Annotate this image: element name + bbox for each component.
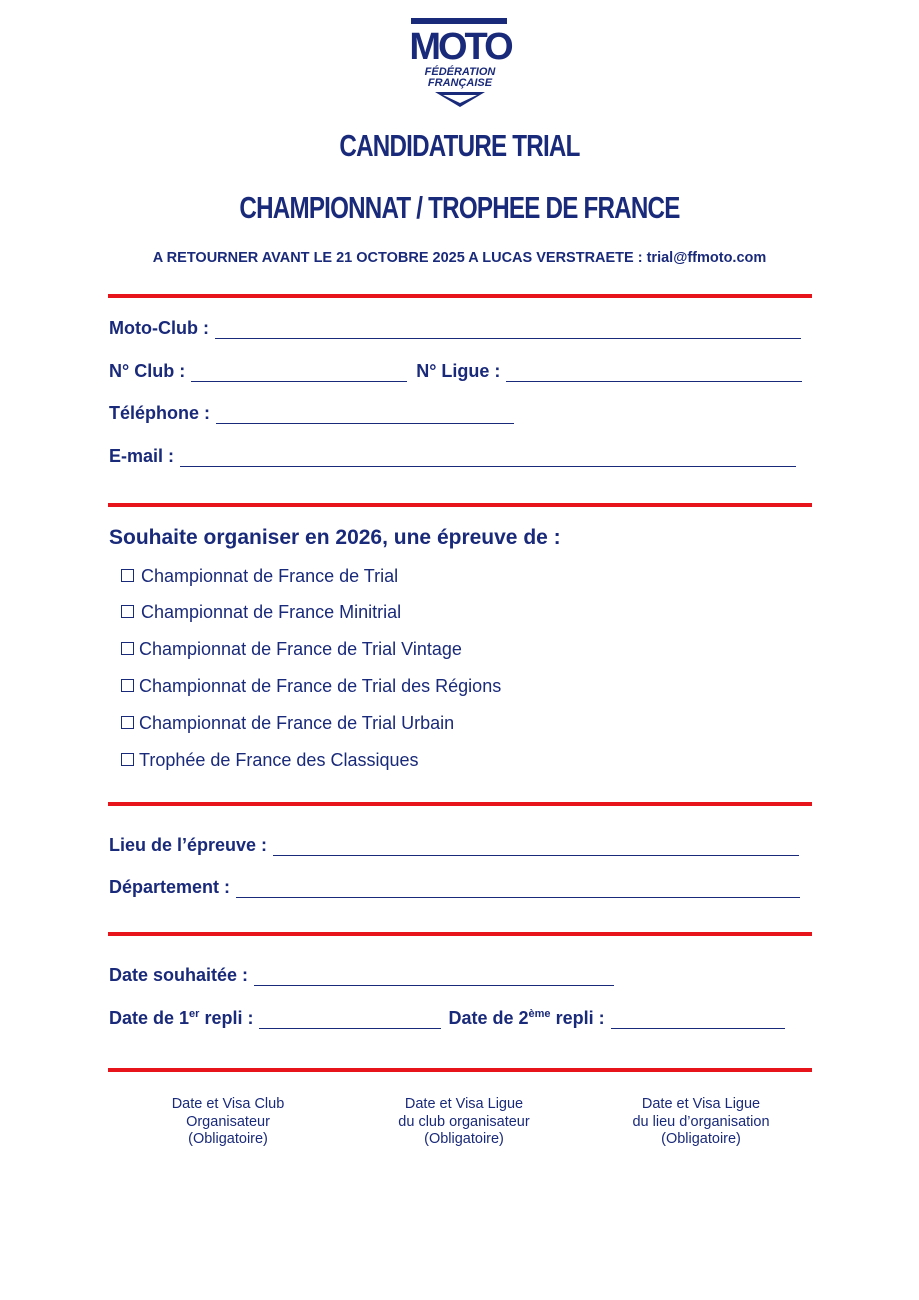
divider <box>108 932 812 936</box>
option-label: Championnat de France de Trial Urbain <box>139 713 455 733</box>
lieu-label: Lieu de l’épreuve : <box>109 835 268 855</box>
club-number-label: N° Club : <box>109 361 186 381</box>
checkbox[interactable] <box>121 642 134 655</box>
divider <box>108 802 812 806</box>
checkbox[interactable] <box>121 605 134 618</box>
email-line[interactable] <box>180 450 796 467</box>
departement-label: Département : <box>109 877 231 897</box>
date-souhaitee-label: Date souhaitée : <box>109 965 249 985</box>
telephone-field[interactable] <box>109 403 514 424</box>
option-minitrial[interactable] <box>121 602 401 623</box>
moto-club-label: Moto-Club : <box>109 318 209 338</box>
departement-field[interactable] <box>109 877 800 898</box>
option-trial[interactable] <box>121 566 398 587</box>
date-souhaitee-field[interactable] <box>109 965 614 986</box>
repli-row <box>109 1008 785 1029</box>
form-subtitle: CHAMPIONNAT / TROPHEE DE FRANCE <box>239 190 680 225</box>
ligue-number-line[interactable] <box>506 365 802 382</box>
logo-line1: FÉDÉRATION <box>424 66 496 78</box>
divider <box>108 294 812 298</box>
departement-line[interactable] <box>236 881 800 898</box>
logo-word: MOTO <box>409 26 511 68</box>
email-field[interactable] <box>109 446 796 467</box>
visa-ligue-lieu: Date et Visa Ligue du lieu d’organisation (Obligatoire) <box>632 1096 770 1147</box>
lieu-field[interactable] <box>109 835 799 856</box>
option-label: Championnat de France de Trial des Régions <box>139 676 502 696</box>
telephone-line[interactable] <box>216 407 514 424</box>
option-label: Championnat de France de Trial <box>141 566 399 586</box>
return-notice: A RETOURNER AVANT LE 21 OCTOBRE 2025 A LUCAS VERSTRAETE : trial@ffmoto.com <box>152 250 767 266</box>
divider <box>108 1068 812 1072</box>
repli1-line[interactable] <box>259 1012 441 1029</box>
option-vintage[interactable] <box>121 639 462 660</box>
option-label: Championnat de France Minitrial <box>141 602 402 622</box>
ffm-logo <box>395 15 525 115</box>
lieu-line[interactable] <box>273 839 799 856</box>
event-section-title: Souhaite organiser en 2026, une épreuve de : <box>109 526 561 549</box>
repli2-line[interactable] <box>611 1012 785 1029</box>
checkbox[interactable] <box>121 716 134 729</box>
option-label: Trophée de France des Classiques <box>139 750 419 770</box>
checkbox[interactable] <box>121 569 134 582</box>
moto-club-field[interactable] <box>109 318 801 339</box>
club-ligue-row <box>109 361 802 382</box>
moto-club-line[interactable] <box>215 322 801 339</box>
visa-ligue-club: Date et Visa Ligue du club organisateur (Obligatoire) <box>398 1096 530 1147</box>
option-label: Championnat de France de Trial Vintage <box>139 639 462 659</box>
date-souhaitee-line[interactable] <box>254 969 614 986</box>
divider <box>108 503 812 507</box>
repli2-label: Date de 2ème repli : <box>448 1008 605 1028</box>
logo-line2: FRANÇAISE <box>427 77 493 89</box>
visa-club: Date et Visa Club Organisateur (Obligatoire) <box>171 1096 285 1147</box>
option-classiques[interactable] <box>121 750 418 771</box>
telephone-label: Téléphone : <box>109 403 211 423</box>
email-label: E-mail : <box>109 446 175 466</box>
option-regions[interactable] <box>121 676 501 697</box>
ligue-number-label: N° Ligue : <box>416 361 501 381</box>
checkbox[interactable] <box>121 753 134 766</box>
repli1-label: Date de 1er repli : <box>109 1008 254 1028</box>
form-title: CANDIDATURE TRIAL <box>339 128 580 163</box>
club-number-line[interactable] <box>191 365 407 382</box>
checkbox[interactable] <box>121 679 134 692</box>
option-urbain[interactable] <box>121 713 454 734</box>
